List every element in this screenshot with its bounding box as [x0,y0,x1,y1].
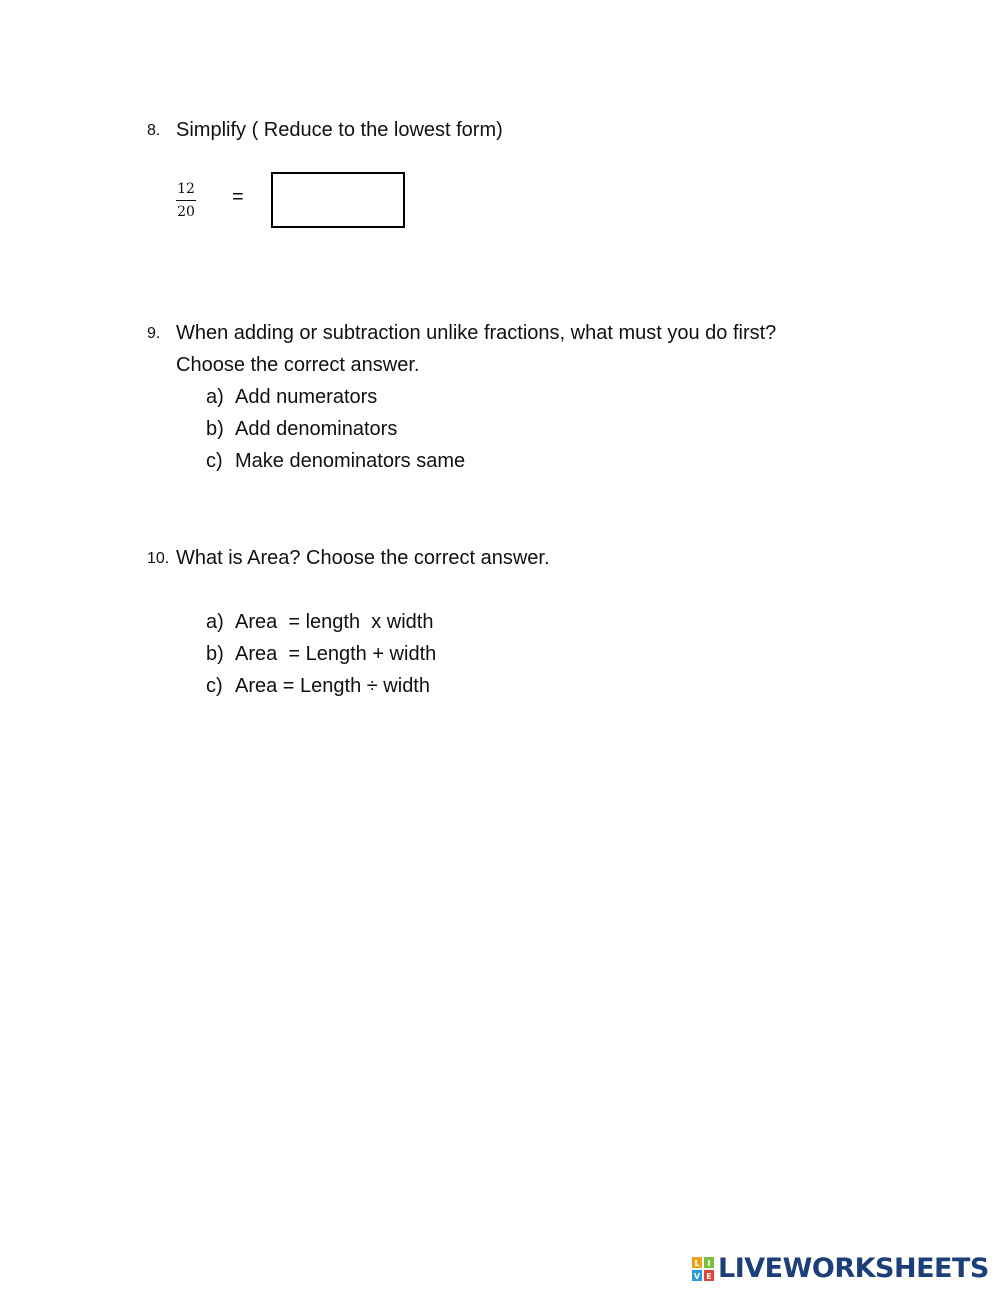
question-number: 9. [147,325,161,342]
option-letter: c) [206,450,223,472]
question-text: What is Area? Choose the correct answer. [176,547,550,569]
svg-text:E: E [706,1272,712,1281]
option-text: Area = Length ÷ width [235,675,430,697]
liveworksheets-logo-icon [692,1257,714,1281]
option-text: Area = Length + width [235,643,437,665]
svg-text:V: V [693,1272,701,1281]
option-text: Make denominators same [235,450,466,472]
svg-text:I: I [707,1259,711,1268]
answer-input-box[interactable] [271,172,405,228]
fraction-numerator: 12 [177,181,195,197]
liveworksheets-logo [692,1254,989,1284]
question-instruction: Choose the correct answer. [176,354,420,376]
option-text: Add numerators [235,386,378,408]
option-letter: a) [206,386,224,408]
option-text: Area = length x width [235,611,434,633]
fraction-denominator: 20 [177,204,195,220]
equals-sign: = [232,186,244,208]
question-text: Simplify ( Reduce to the lowest form) [176,119,503,141]
logo-text: LIVEWORKSHEETS [718,1253,989,1284]
svg-text:L: L [694,1259,700,1268]
option-letter: a) [206,611,224,633]
question-number: 10. [147,550,170,567]
option-text: Add denominators [235,418,398,440]
question-number: 8. [147,122,161,139]
fraction-bar [176,200,196,201]
fraction [176,180,196,221]
question-text: When adding or subtraction unlike fractions, what must you do first? [176,322,777,344]
option-letter: b) [206,643,224,665]
option-letter: b) [206,418,224,440]
option-letter: c) [206,675,223,697]
